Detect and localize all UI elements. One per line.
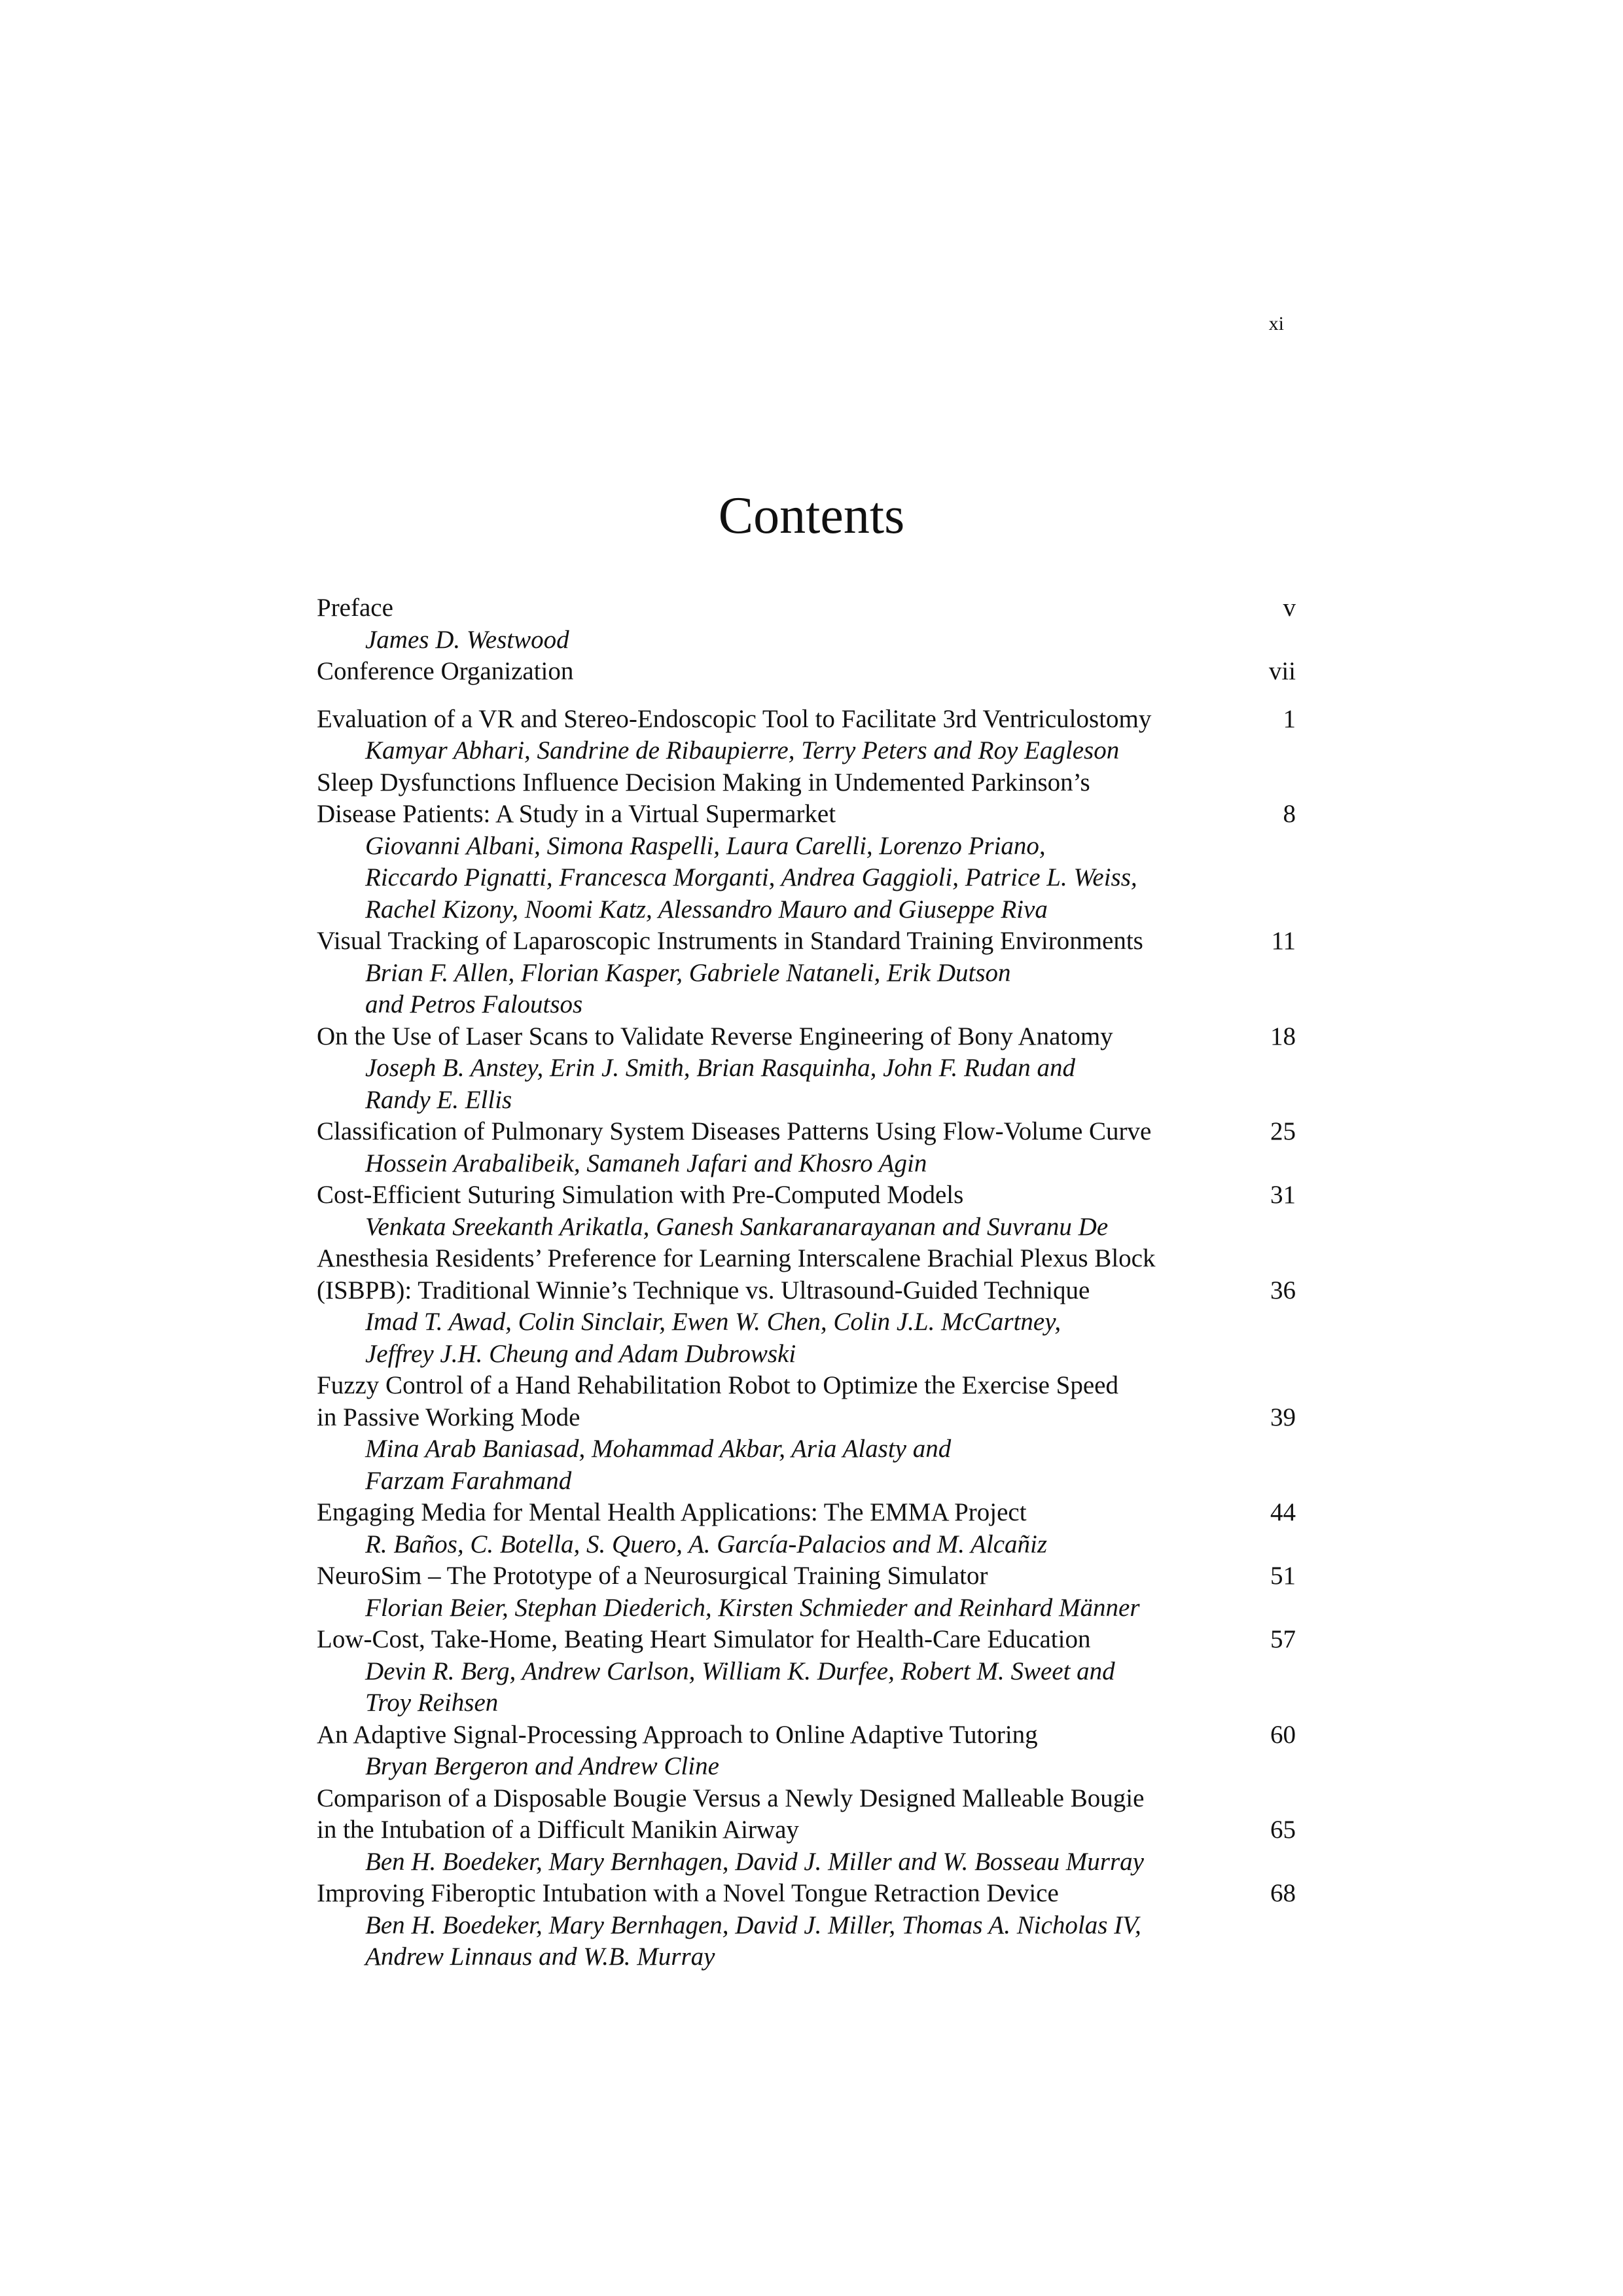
entry-page-number: vii	[1268, 657, 1296, 685]
entry-page-number: 8	[1283, 800, 1296, 828]
toc-entry	[317, 1179, 1296, 1243]
entry-page-number: 1	[1283, 704, 1296, 733]
entry-page-number: 31	[1270, 1181, 1296, 1209]
entry-authors	[317, 1592, 1296, 1624]
toc-entry	[317, 1560, 1296, 1624]
entry-title-text: NeuroSim – The Prototype of a Neurosurgical Training Simulator	[317, 1562, 988, 1590]
entry-title-line	[317, 1021, 1296, 1053]
entry-title-text: Engaging Media for Mental Health Applications: The EMMA Project	[317, 1498, 1027, 1526]
entry-author-line: Imad T. Awad, Colin Sinclair, Ewen W. Chen, Colin J.L. McCartney,	[365, 1308, 1061, 1336]
entry-author-line: Mina Arab Baniasad, Mohammad Akbar, Aria Alasty and	[365, 1435, 952, 1463]
toc-entry	[317, 1624, 1296, 1719]
entry-authors	[317, 1433, 1296, 1497]
entry-title-text: Evaluation of a VR and Stereo-Endoscopic Tool to Facilitate 3rd Ventriculostomy	[317, 704, 1152, 733]
entry-authors	[317, 1529, 1296, 1561]
entry-page-number: 68	[1270, 1879, 1296, 1907]
entry-title-text: (ISBPB): Traditional Winnie’s Technique vs. Ultrasound-Guided Technique	[317, 1276, 1090, 1304]
entry-author-line: James D. Westwood	[365, 625, 569, 654]
entry-title-text: Cost-Efficient Suturing Simulation with Pre-Computed Models	[317, 1181, 964, 1209]
entry-title-line	[317, 1560, 1296, 1592]
toc-entry	[317, 656, 1296, 688]
entry-title-line	[317, 1370, 1296, 1402]
entry-page-number: 11	[1271, 927, 1296, 955]
entry-title-text: Preface	[317, 594, 393, 622]
entry-title-text: Low-Cost, Take-Home, Beating Heart Simulator for Health-Care Education	[317, 1625, 1091, 1653]
entry-author-line: Giovanni Albani, Simona Raspelli, Laura Carelli, Lorenzo Priano,	[365, 831, 1046, 860]
entry-title-text: in the Intubation of a Difficult Manikin Airway	[317, 1816, 799, 1844]
entry-page-number: 44	[1270, 1498, 1296, 1526]
toc-entry	[317, 1497, 1296, 1560]
entry-authors	[317, 735, 1296, 767]
entry-author-line: Randy E. Ellis	[365, 1085, 512, 1114]
entry-authors	[317, 1211, 1296, 1244]
entry-author-line: Farzam Farahmand	[365, 1466, 572, 1495]
entry-page-number: 39	[1270, 1403, 1296, 1431]
toc-entry	[317, 1021, 1296, 1117]
entry-title-line	[317, 656, 1296, 688]
entry-author-line: Hossein Arabalibeik, Samaneh Jafari and Khosro Agin	[365, 1149, 927, 1177]
entry-title-text: On the Use of Laser Scans to Validate Reverse Engineering of Bony Anatomy	[317, 1022, 1113, 1050]
entry-title-line	[317, 925, 1296, 958]
entry-title-line	[317, 1402, 1296, 1434]
entry-page-number: 57	[1270, 1625, 1296, 1653]
entry-title-line	[317, 1116, 1296, 1148]
entry-author-line: Jeffrey J.H. Cheung and Adam Dubrowski	[365, 1339, 796, 1368]
toc-entry	[317, 1878, 1296, 1973]
entry-title-line	[317, 1275, 1296, 1307]
entry-authors	[317, 1656, 1296, 1719]
entry-authors	[317, 1910, 1296, 1973]
entry-author-line: Joseph B. Anstey, Erin J. Smith, Brian Rasquinha, John F. Rudan and	[365, 1054, 1076, 1082]
table-of-contents	[317, 592, 1296, 1973]
entry-author-line: Andrew Linnaus and W.B. Murray	[365, 1943, 715, 1971]
entry-page-number: 60	[1270, 1720, 1296, 1749]
entry-title-text: Sleep Dysfunctions Influence Decision Making in Undemented Parkinson’s	[317, 768, 1090, 797]
entry-title-text: Visual Tracking of Laparoscopic Instruments in Standard Training Environments	[317, 927, 1143, 955]
entry-authors	[317, 1306, 1296, 1370]
entry-title-text: Improving Fiberoptic Intubation with a Novel Tongue Retraction Device	[317, 1879, 1059, 1907]
entry-authors	[317, 1148, 1296, 1180]
entry-authors	[317, 1052, 1296, 1116]
entry-title-line	[317, 767, 1296, 799]
entry-title-text: Conference Organization	[317, 657, 574, 685]
entry-authors	[317, 1846, 1296, 1878]
entry-page-number: v	[1283, 594, 1296, 622]
toc-entry	[317, 1243, 1296, 1370]
toc-entry	[317, 1116, 1296, 1179]
entry-author-line: Devin R. Berg, Andrew Carlson, William K. Durfee, Robert M. Sweet and	[365, 1657, 1115, 1685]
entry-title-line	[317, 1878, 1296, 1910]
page-number: xi	[1268, 313, 1284, 334]
toc-entry	[317, 1783, 1296, 1878]
entry-author-line: Ben H. Boedeker, Mary Bernhagen, David J. Miller, Thomas A. Nicholas IV,	[365, 1910, 1141, 1939]
entry-authors	[317, 624, 1296, 656]
entry-authors	[317, 831, 1296, 926]
entry-author-line: R. Baños, C. Botella, S. Quero, A. García-Palacios and M. Alcañiz	[365, 1530, 1048, 1558]
entry-author-line: Rachel Kizony, Noomi Katz, Alessandro Mauro and Giuseppe Riva	[365, 895, 1048, 924]
entry-title-line	[317, 592, 1296, 624]
entry-title-line	[317, 1243, 1296, 1275]
toc-entry	[317, 925, 1296, 1021]
entry-title-line	[317, 1719, 1296, 1751]
toc-entry	[317, 704, 1296, 767]
entry-author-line: Venkata Sreekanth Arikatla, Ganesh Sankaranarayanan and Suvranu De	[365, 1212, 1109, 1241]
entry-title-text: Classification of Pulmonary System Diseases Patterns Using Flow-Volume Curve	[317, 1117, 1152, 1145]
toc-entry	[317, 767, 1296, 926]
entry-title-line	[317, 1497, 1296, 1529]
entry-author-line: Riccardo Pignatti, Francesca Morganti, Andrea Gaggioli, Patrice L. Weiss,	[365, 863, 1137, 891]
entry-author-line: Kamyar Abhari, Sandrine de Ribaupierre, Terry Peters and Roy Eagleson	[365, 736, 1120, 764]
entry-title-text: Disease Patients: A Study in a Virtual Supermarket	[317, 800, 836, 828]
page-title: Contents	[718, 487, 905, 545]
entry-author-line: Troy Reihsen	[365, 1689, 499, 1717]
entry-title-line	[317, 1783, 1296, 1815]
toc-entry	[317, 1370, 1296, 1497]
entry-title-text: in Passive Working Mode	[317, 1403, 580, 1431]
entry-author-line: Florian Beier, Stephan Diederich, Kirsten Schmieder and Reinhard Männer	[365, 1593, 1140, 1622]
entry-authors	[317, 958, 1296, 1021]
toc-entry	[317, 592, 1296, 656]
entry-title-line	[317, 704, 1296, 736]
entry-page-number: 65	[1270, 1816, 1296, 1844]
entry-page-number: 25	[1270, 1117, 1296, 1145]
entry-author-line: and Petros Faloutsos	[365, 990, 583, 1018]
toc-entry	[317, 1719, 1296, 1783]
entry-title-line	[317, 1814, 1296, 1846]
entry-title-line	[317, 798, 1296, 831]
entry-title-text: Anesthesia Residents’ Preference for Learning Interscalene Brachial Plexus Block	[317, 1244, 1156, 1272]
entry-authors	[317, 1751, 1296, 1783]
entry-page-number: 36	[1270, 1276, 1296, 1304]
entry-page-number: 18	[1270, 1022, 1296, 1050]
entry-author-line: Ben H. Boedeker, Mary Bernhagen, David J. Miller and W. Bosseau Murray	[365, 1847, 1144, 1876]
entry-title-text: An Adaptive Signal-Processing Approach to Online Adaptive Tutoring	[317, 1720, 1038, 1749]
entry-page-number: 51	[1270, 1562, 1296, 1590]
entry-title-text: Comparison of a Disposable Bougie Versus a Newly Designed Malleable Bougie	[317, 1784, 1145, 1812]
entry-title-line	[317, 1624, 1296, 1656]
entry-author-line: Bryan Bergeron and Andrew Cline	[365, 1752, 719, 1780]
entry-title-line	[317, 1179, 1296, 1211]
entry-author-line: Brian F. Allen, Florian Kasper, Gabriele Nataneli, Erik Dutson	[365, 958, 1011, 987]
entry-title-text: Fuzzy Control of a Hand Rehabilitation Robot to Optimize the Exercise Speed	[317, 1371, 1118, 1399]
